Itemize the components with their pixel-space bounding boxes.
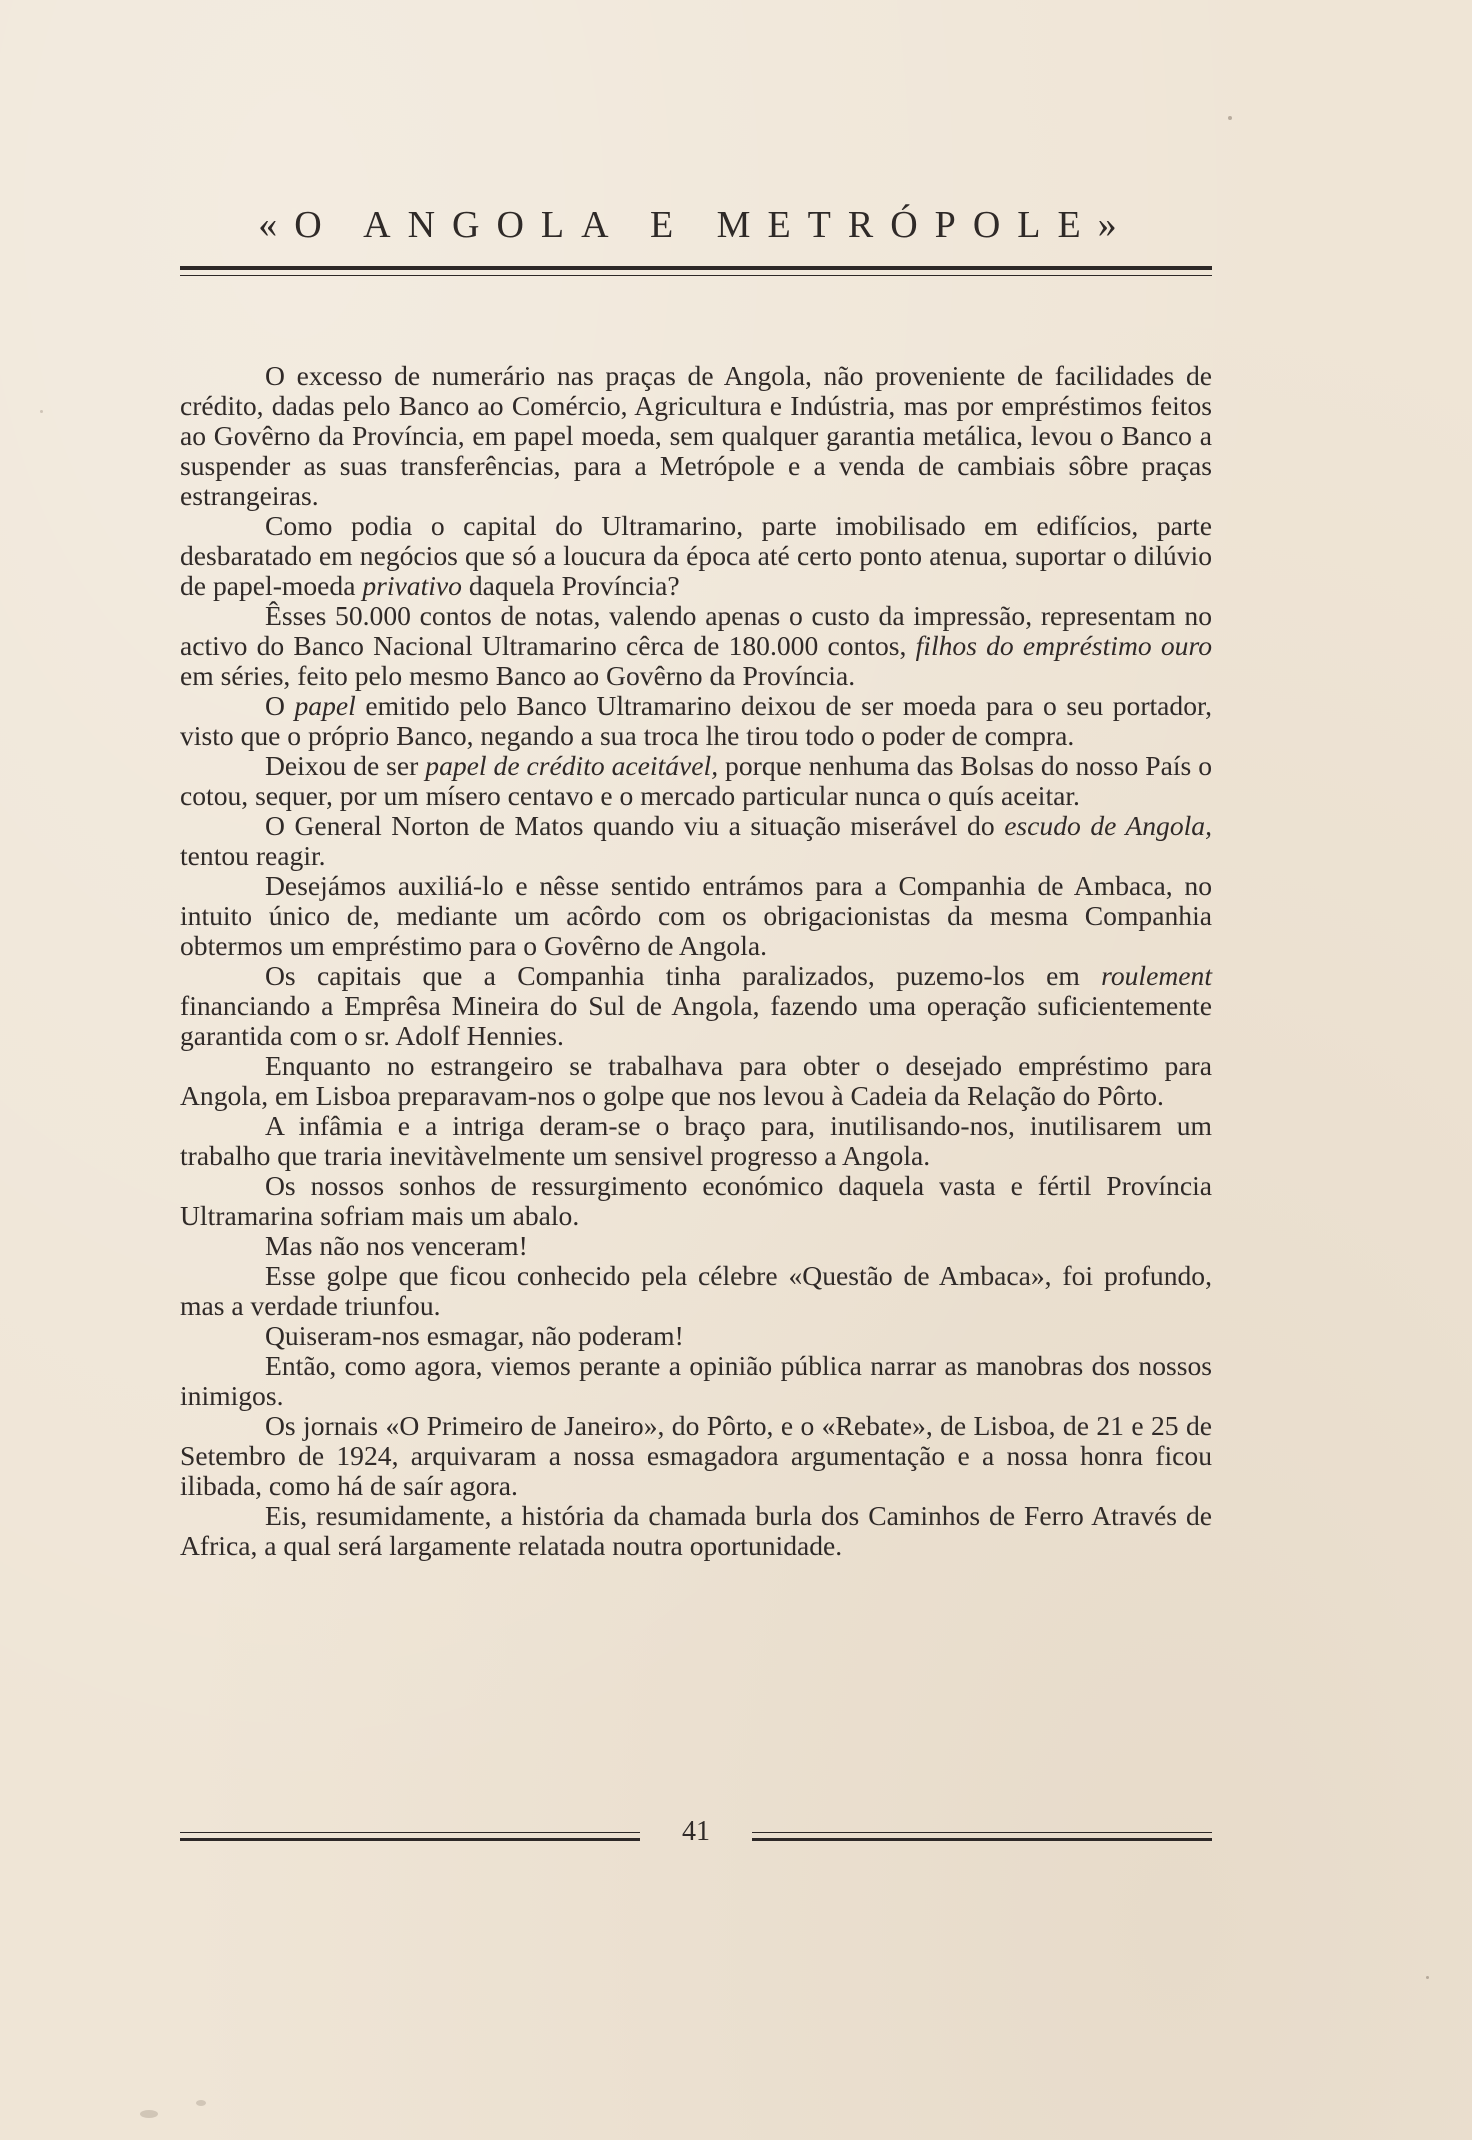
footer-rule-left	[180, 1832, 640, 1841]
text-run: A infâmia e a intriga deram-se o braço para, inutilisando-nos, inutilisarem um trabalho que traria inevitàvelmente um sensivel progresso a Angola.	[180, 1110, 1212, 1171]
page-number: 41	[682, 1816, 710, 1847]
body-text	[180, 361, 1212, 1561]
paper-speck	[1228, 116, 1232, 120]
paragraph	[180, 1351, 1212, 1411]
italic-run: filhos do empréstimo ouro	[915, 630, 1212, 661]
text-run: Esse golpe que ficou conhecido pela célebre «Questão de Ambaca», foi profundo, mas a verdade triunfou.	[180, 1260, 1212, 1321]
italic-run: privativo	[362, 570, 462, 601]
text-run: tentou reagir.	[180, 840, 326, 871]
paragraph	[180, 691, 1212, 751]
text-run: Mas não nos venceram!	[265, 1230, 528, 1261]
text-run: Os nossos sonhos de ressurgimento económico daquela vasta e fértil Província Ultramarina sofriam mais um abalo.	[180, 1170, 1212, 1231]
paragraph	[180, 961, 1212, 1051]
text-run: Êsses 50.000 contos de notas, valendo apenas o custo da impressão, representam no activo do Banco Nacional Ultramarino cêrca de 180.000 contos,	[180, 600, 1212, 661]
paragraph	[180, 871, 1212, 961]
paper-speck	[140, 2110, 158, 2118]
paper-speck	[1426, 1976, 1429, 1979]
text-run: O excesso de numerário nas praças de Angola, não proveniente de facilidades de crédito, dadas pelo Banco ao Comércio, Agricultura e Indústria, mas por empréstimos feitos ao Govêrno da Província, em papel moeda, sem qualquer garantia metálica, levou o Banco a suspender as suas transferências, para a Metrópole e a venda de cambiais sôbre praças estrangeiras.	[180, 360, 1212, 511]
paragraph	[180, 1501, 1212, 1561]
italic-run: escudo de Angola,	[1004, 810, 1213, 841]
paragraph	[180, 601, 1212, 691]
paragraph	[180, 361, 1212, 511]
text-run: financiando a Emprêsa Mineira do Sul de Angola, fazendo uma operação suficientemente garantida com o sr. Adolf Hennies.	[180, 990, 1212, 1051]
italic-run: roulement	[1101, 960, 1212, 991]
paper-speck	[196, 2100, 206, 2106]
text-run: O General Norton de Matos quando viu a situação miserável do	[265, 810, 1005, 841]
paragraph	[180, 1231, 1212, 1261]
text-run: porque nenhuma das Bolsas do nosso País o cotou, sequer, por um mísero centavo e o mercado particular nunca o quís aceitar.	[180, 750, 1213, 811]
paragraph	[180, 1321, 1212, 1351]
paper-speck	[40, 410, 43, 413]
text-run: Desejámos auxiliá-lo e nêsse sentido entrámos para a Companhia de Ambaca, no intuito único de, mediante um acôrdo com os obrigacionistas da mesma Companhia obtermos um empréstimo para o Govêrno de Angola.	[180, 870, 1212, 961]
text-run: Deixou de ser	[265, 750, 426, 781]
text-run: O	[265, 690, 295, 721]
paragraph	[180, 1171, 1212, 1231]
text-run: Então, como agora, viemos perante a opinião pública narrar as manobras dos nossos inimigos.	[180, 1350, 1212, 1411]
text-run: Quiseram-nos esmagar, não poderam!	[265, 1320, 684, 1351]
paragraph	[180, 1051, 1212, 1111]
italic-run: papel de crédito aceitável,	[425, 750, 719, 781]
paragraph	[180, 511, 1212, 601]
header-rule	[180, 266, 1212, 276]
footer-rule-right	[752, 1832, 1212, 1841]
paragraph	[180, 751, 1212, 811]
text-run: Os capitais que a Companhia tinha paralizados, puzemo-los em	[265, 960, 1102, 991]
paragraph	[180, 1411, 1212, 1501]
paragraph	[180, 811, 1212, 871]
paragraph	[180, 1111, 1212, 1171]
paragraph	[180, 1261, 1212, 1321]
running-head: «O ANGOLA E METRÓPOLE»	[258, 204, 1134, 246]
text-run: Os jornais «O Primeiro de Janeiro», do Pôrto, e o «Rebate», de Lisboa, de 21 e 25 de Setembro de 1924, arquivaram a nossa esmagadora argumentação e a nossa honra ficou ilibada, como há de saír agora.	[180, 1410, 1212, 1501]
text-run: Eis, resumidamente, a história da chamada burla dos Caminhos de Ferro Através de Africa, a qual será largamente relatada noutra oportunidade.	[180, 1500, 1212, 1561]
text-run: daquela Província?	[461, 570, 680, 601]
text-run: emitido pelo Banco Ultramarino deixou de ser moeda para o seu portador, visto que o próprio Banco, negando a sua troca lhe tirou todo o poder de compra.	[180, 690, 1212, 751]
italic-run: papel	[294, 690, 356, 721]
text-run: Enquanto no estrangeiro se trabalhava para obter o desejado empréstimo para Angola, em Lisboa preparavam-nos o golpe que nos levou à Cadeia da Relação do Pôrto.	[180, 1050, 1212, 1111]
text-run: em séries, feito pelo mesmo Banco ao Govêrno da Província.	[180, 660, 856, 691]
text-run: Como podia o capital do Ultramarino, parte imobilisado em edifícios, parte desbaratado em negócios que só a loucura da época até certo ponto atenua, suportar o dilúvio de papel-moeda	[180, 510, 1212, 601]
